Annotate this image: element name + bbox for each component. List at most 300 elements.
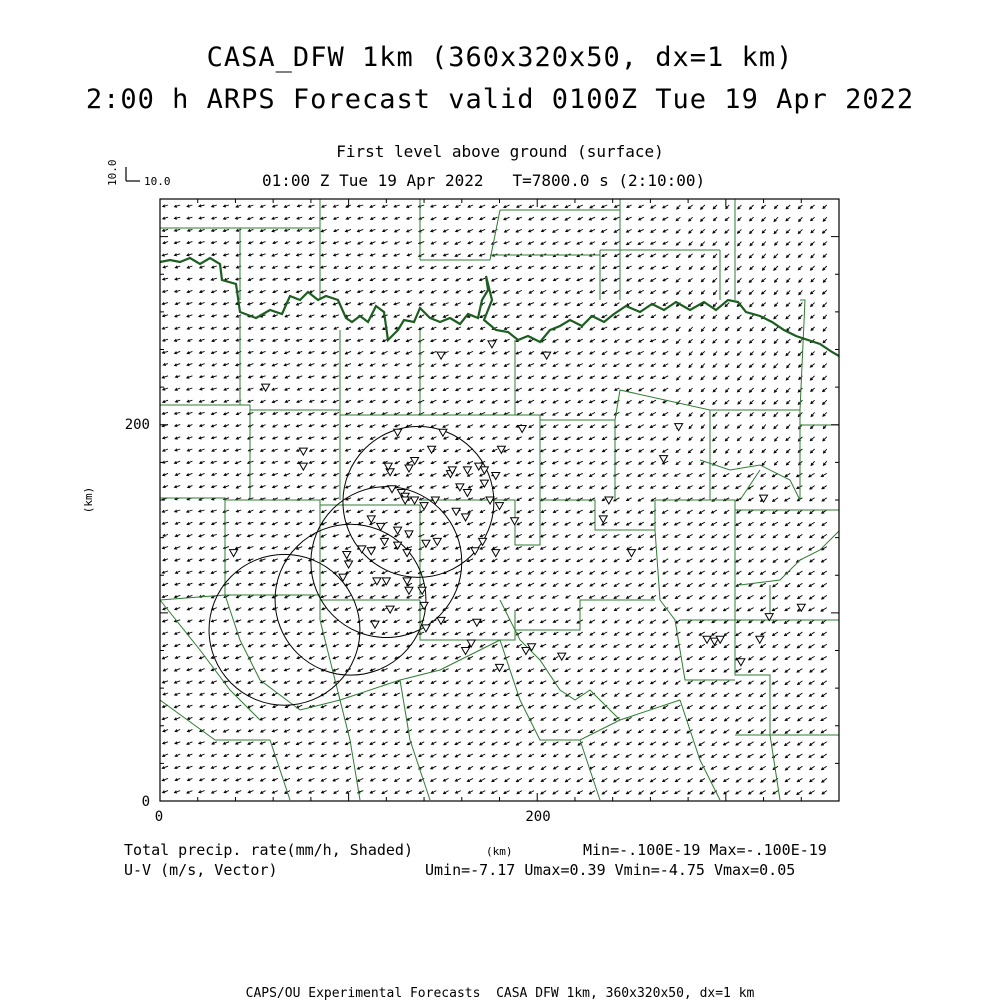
wind-vector (272, 303, 277, 305)
wind-vector (358, 681, 363, 684)
wind-vector (284, 473, 290, 476)
wind-vector (822, 644, 827, 647)
wind-vector (456, 730, 461, 733)
wind-vector (284, 644, 290, 647)
wind-vector (346, 461, 351, 463)
wind-vector (785, 583, 790, 586)
wind-vector (750, 449, 754, 453)
wind-vector (407, 266, 412, 268)
wind-vector (223, 327, 229, 329)
wind-vector (762, 449, 766, 452)
wind-vector (273, 266, 278, 268)
wind-vector (590, 717, 595, 720)
wind-vector (394, 303, 400, 305)
wind-vector (261, 644, 266, 647)
wind-vector (272, 461, 278, 463)
wind-vector (334, 217, 339, 219)
wind-vector (248, 632, 253, 634)
wind-vector (174, 461, 180, 463)
wind-vector (224, 730, 229, 733)
wind-vector (419, 644, 424, 647)
wind-vector (663, 278, 668, 281)
wind-vector (444, 217, 449, 219)
wind-vector (809, 656, 815, 659)
wind-vector (188, 620, 193, 622)
wind-vector (566, 278, 571, 280)
wind-vector (248, 339, 253, 341)
wind-vector (725, 217, 729, 220)
wind-vector (516, 534, 522, 537)
wind-vector (199, 632, 204, 634)
wind-vector (626, 778, 632, 781)
wind-vector (504, 620, 510, 623)
wind-vector (395, 217, 400, 219)
wind-vector (578, 730, 583, 733)
wind-vector (823, 327, 827, 331)
wind-vector (566, 742, 571, 745)
wind-vector (749, 534, 754, 537)
wind-vector (260, 473, 266, 475)
wind-vector (577, 705, 583, 708)
wind-vector (504, 364, 509, 367)
wind-vector (187, 791, 192, 794)
wind-vector (236, 437, 241, 439)
wind-vector (773, 498, 778, 502)
wind-vector (638, 632, 644, 635)
station-marker (543, 352, 551, 359)
wind-vector (492, 534, 497, 537)
wind-vector (738, 376, 742, 380)
wind-vector (297, 364, 302, 366)
wind-vector (480, 522, 485, 525)
wind-vector (565, 547, 570, 550)
wind-vector (492, 791, 498, 794)
wind-vector (321, 620, 326, 622)
wind-vector (200, 644, 205, 646)
wind-vector (395, 534, 400, 536)
wind-vector (689, 388, 693, 392)
wind-vector (542, 376, 547, 379)
wind-vector (553, 608, 558, 611)
wind-vector (761, 608, 766, 611)
wind-vector (407, 376, 412, 379)
wind-vector (724, 705, 729, 708)
wind-vector (296, 742, 302, 745)
wind-vector (601, 229, 607, 232)
wind-vector (455, 669, 460, 672)
wind-vector (493, 412, 498, 414)
wind-vector (418, 388, 424, 391)
wind-vector (443, 522, 449, 524)
wind-vector (676, 461, 680, 464)
wind-vector (309, 241, 315, 243)
wind-vector (650, 425, 656, 428)
wind-vector (224, 315, 229, 317)
wind-vector (175, 656, 180, 658)
wind-vector (431, 242, 436, 244)
wind-vector (455, 522, 461, 524)
wind-vector (639, 583, 644, 586)
wind-vector (455, 742, 461, 745)
wind-vector (516, 583, 521, 586)
wind-vector (614, 351, 619, 354)
wind-vector (211, 241, 216, 243)
wind-vector (260, 217, 266, 219)
wind-vector (371, 778, 376, 780)
wind-vector (663, 632, 668, 635)
wind-vector (273, 766, 278, 768)
wind-vector (504, 339, 509, 341)
wind-vector (492, 205, 497, 208)
wind-vector (419, 327, 424, 330)
wind-vector (443, 632, 449, 635)
wind-vector (799, 290, 803, 294)
wind-vector (774, 376, 778, 380)
wind-vector (358, 620, 364, 623)
wind-vector (431, 290, 436, 293)
wind-vector (272, 400, 277, 403)
wind-vector (565, 376, 571, 379)
wind-vector (358, 290, 364, 292)
wind-vector (432, 522, 437, 524)
wind-vector (395, 632, 400, 634)
wind-vector (310, 449, 315, 451)
wind-vector (505, 437, 510, 439)
wind-vector (199, 205, 205, 207)
wind-vector (651, 730, 656, 733)
wind-vector (248, 290, 253, 292)
wind-vector (541, 742, 546, 745)
wind-vector (602, 217, 608, 220)
wind-vector (211, 351, 216, 353)
wind-vector (809, 754, 815, 757)
wind-vector (699, 571, 704, 574)
station-marker (462, 514, 470, 521)
wind-vector (333, 351, 339, 354)
wind-vector (639, 571, 644, 574)
wind-vector (676, 388, 680, 391)
wind-vector (615, 620, 620, 623)
wind-vector (822, 559, 827, 562)
wind-vector (444, 791, 449, 794)
wind-vector (529, 425, 534, 428)
wind-vector (224, 790, 229, 792)
wind-vector (787, 449, 791, 453)
wind-vector (541, 449, 546, 452)
wind-vector (492, 400, 497, 403)
wind-vector (419, 449, 424, 452)
wind-vector (272, 217, 278, 219)
wind-vector (382, 412, 387, 414)
wind-vector (505, 534, 510, 537)
wind-vector (443, 425, 449, 428)
wind-vector (627, 595, 632, 598)
wind-vector (504, 571, 509, 574)
wind-vector (309, 424, 314, 426)
wind-vector (334, 791, 339, 794)
wind-vector (504, 705, 509, 708)
station-marker (496, 664, 504, 671)
wind-vector (382, 217, 387, 219)
wind-vector (480, 742, 485, 745)
wind-vector (212, 205, 217, 207)
wind-vector (297, 571, 303, 573)
wind-vector (687, 534, 692, 537)
wind-vector (297, 778, 302, 781)
wind-vector (431, 217, 436, 220)
wind-vector (566, 791, 571, 794)
wind-vector (309, 595, 314, 598)
wind-vector (798, 510, 803, 514)
wind-vector (516, 290, 522, 293)
wind-vector (566, 571, 571, 574)
wind-vector (675, 559, 681, 562)
wind-vector (456, 717, 461, 720)
wind-vector (444, 254, 449, 256)
wind-vector (797, 778, 802, 781)
wind-vector (187, 742, 192, 745)
wind-vector (443, 510, 449, 513)
wind-vector (395, 559, 400, 562)
wind-vector (614, 595, 619, 598)
station-marker (471, 548, 479, 555)
wind-vector (663, 290, 668, 293)
wind-vector (492, 693, 498, 696)
wind-vector (517, 754, 522, 757)
wind-vector (456, 766, 461, 769)
wind-vector (614, 364, 620, 367)
wind-vector (553, 315, 558, 318)
wind-vector (602, 791, 607, 794)
wind-vector (493, 656, 498, 659)
wind-vector (370, 400, 375, 402)
wind-vector (541, 754, 546, 757)
wind-vector (455, 693, 461, 696)
wind-vector (504, 791, 510, 794)
wind-vector (614, 644, 620, 647)
wind-vector (761, 547, 766, 550)
wind-vector (431, 681, 436, 684)
wind-vector (701, 242, 705, 246)
wind-vector (602, 412, 607, 415)
wind-vector (480, 339, 485, 341)
wind-vector (529, 791, 534, 794)
wind-vector (590, 278, 595, 281)
wind-vector (663, 656, 668, 659)
wind-vector (480, 583, 485, 586)
wind-vector (163, 620, 168, 622)
wind-vector (358, 730, 364, 733)
wind-vector (566, 339, 571, 342)
wind-vector (810, 486, 815, 489)
wind-vector (358, 742, 363, 744)
wind-vector (626, 376, 631, 379)
wind-vector (541, 669, 547, 672)
wind-vector (383, 303, 388, 306)
wind-vector (200, 705, 205, 707)
wind-vector (346, 766, 351, 769)
wind-vector (371, 632, 376, 634)
wind-vector (821, 717, 827, 720)
wind-vector (211, 327, 216, 329)
wind-vector (590, 229, 595, 231)
wind-vector (200, 290, 205, 292)
wind-vector (553, 339, 558, 342)
wind-vector (162, 571, 168, 573)
wind-vector (334, 364, 339, 366)
wind-vector (687, 705, 692, 708)
wind-vector (370, 717, 376, 720)
wind-vector (688, 486, 693, 489)
wind-vector (309, 412, 315, 415)
wind-vector (638, 229, 643, 232)
wind-vector (638, 376, 644, 379)
wind-vector (553, 730, 558, 733)
wind-vector (676, 217, 680, 220)
wind-vector (187, 766, 193, 768)
wind-vector (236, 791, 241, 793)
wind-vector (212, 364, 217, 366)
wind-vector (223, 229, 229, 231)
wind-vector (236, 681, 241, 683)
wind-vector (615, 693, 620, 696)
wind-vector (517, 376, 522, 379)
wind-vector (797, 534, 802, 537)
wind-vector (346, 388, 351, 390)
station-marker (420, 503, 428, 510)
wind-vector (163, 314, 168, 316)
wind-vector (395, 461, 400, 463)
wind-vector (675, 534, 681, 537)
wind-vector (529, 705, 534, 708)
wind-vector (750, 242, 754, 246)
station-marker (488, 341, 496, 348)
wind-vector (443, 376, 449, 379)
wind-vector (467, 669, 473, 672)
wind-vector (762, 412, 765, 416)
wind-vector (261, 327, 266, 329)
wind-vector (382, 681, 387, 684)
wind-vector (468, 242, 473, 244)
wind-vector (505, 778, 510, 781)
wind-vector (565, 461, 571, 464)
wind-vector (310, 754, 315, 756)
wind-vector (761, 559, 766, 562)
wind-vector (589, 705, 595, 708)
wind-vector (565, 437, 571, 440)
wind-vector (334, 473, 339, 475)
wind-vector (578, 388, 583, 391)
wind-vector (553, 559, 559, 562)
station-marker (367, 516, 375, 523)
wind-vector (236, 534, 241, 536)
wind-vector (663, 217, 668, 220)
wind-vector (175, 315, 180, 317)
wind-vector (785, 473, 790, 476)
wind-vector (675, 754, 680, 757)
wind-vector (736, 669, 742, 672)
wind-vector (700, 717, 705, 720)
wind-vector (346, 437, 351, 439)
wind-vector (773, 534, 778, 537)
wind-vector (395, 425, 400, 427)
wind-vector (504, 303, 510, 306)
wind-vector (321, 534, 326, 537)
wind-vector (407, 754, 412, 757)
wind-vector (774, 315, 778, 319)
wind-vector (797, 693, 802, 697)
wind-vector (346, 656, 351, 658)
wind-vector (358, 437, 364, 439)
wind-vector (273, 376, 278, 378)
wind-vector (235, 547, 241, 550)
wind-vector (541, 681, 547, 684)
wind-vector (505, 681, 510, 684)
vector-key-horizontal-label: 10.0 (144, 175, 171, 188)
wind-vector (627, 498, 632, 501)
wind-vector (261, 363, 266, 365)
wind-vector (211, 412, 216, 414)
wind-vector (614, 608, 619, 611)
wind-vector (248, 205, 253, 207)
wind-vector (651, 595, 656, 598)
wind-vector (260, 656, 266, 659)
wind-vector (212, 717, 217, 719)
wind-vector (480, 388, 486, 391)
wind-vector (724, 766, 729, 769)
wind-vector (358, 400, 363, 402)
wind-vector (407, 205, 412, 207)
wind-vector (689, 266, 692, 269)
wind-vector (786, 315, 790, 319)
wind-vector (590, 400, 595, 403)
wind-vector (444, 449, 449, 452)
wind-vector (602, 461, 608, 464)
wind-vector (713, 205, 717, 209)
wind-vector (480, 608, 486, 611)
wind-vector (615, 303, 620, 306)
wind-vector (750, 425, 754, 429)
wind-vector (688, 278, 692, 281)
wind-vector (163, 449, 168, 451)
wind-vector (297, 730, 302, 732)
wind-vector (309, 730, 315, 733)
wind-vector (602, 778, 607, 781)
wind-vector (541, 205, 546, 208)
wind-vector (444, 290, 449, 292)
wind-vector (798, 742, 803, 745)
wind-vector (809, 644, 815, 648)
wind-vector (321, 278, 327, 280)
wind-vector (736, 644, 742, 647)
wind-vector (566, 681, 571, 684)
wind-vector (480, 754, 485, 757)
wind-vector (211, 693, 217, 695)
wind-vector (775, 242, 778, 245)
wind-vector (541, 486, 546, 489)
wind-vector (175, 669, 181, 672)
wind-vector (738, 400, 741, 404)
x-axis-unit: (km) (486, 846, 513, 857)
wind-vector (528, 608, 534, 611)
wind-vector (676, 266, 680, 270)
wind-vector (455, 254, 461, 257)
wind-vector (297, 229, 302, 231)
wind-vector (199, 791, 205, 793)
wind-vector (249, 485, 254, 487)
wind-vector (407, 559, 412, 562)
wind-vector (224, 668, 229, 670)
